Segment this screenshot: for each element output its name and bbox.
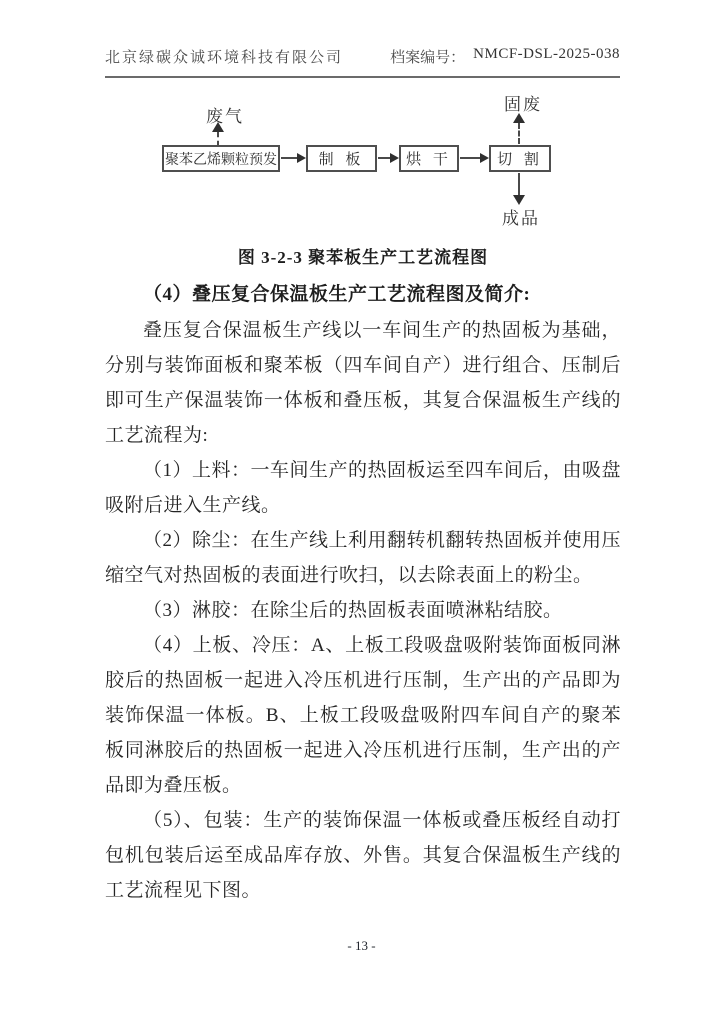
process-box-prefoam: 聚苯乙烯颗粒预发 — [162, 145, 280, 172]
page-number: - 13 - — [347, 938, 376, 953]
paragraph-intro: 叠压复合保温板生产线以一车间生产的热固板为基础，分别与装饰面板和聚苯板（四车间自产）进行组合、压制后即可生产保温装饰一体板和叠压板，其复合保温板生产线的工艺流程为: — [105, 320, 621, 446]
section-heading: （4）叠压复合保温板生产工艺流程图及简介: — [143, 284, 531, 305]
paragraph-step2: （2）除尘：在生产线上利用翻转机翻转热固板并使用压缩空气对热固板的表面进行吹扫，以去除表面上的粉尘。 — [105, 530, 622, 586]
solid-waste-label: 固废 — [504, 95, 542, 114]
flow-arrow-1-icon — [281, 157, 298, 159]
paragraph-step1: （1）上料：一车间生产的热固板运至四车间后，由吸盘吸附后进入生产线。 — [105, 460, 622, 516]
flow-arrow-2-icon — [378, 157, 391, 159]
archive-number: NMCF-DSL-2025-038 — [473, 46, 620, 62]
paragraph-step4: （4）上板、冷压：A、上板工段吸盘吸附装饰面板同淋胶后的热固板一起进入冷压机进行压制，生产出的产品即为装饰保温一体板。B、上板工段吸盘吸附四车间自产的聚苯板同淋胶后的热固板一起进入冷压机进行压制，生产出的产品即为叠压板。 — [105, 635, 621, 796]
solid-waste-arrowhead-icon — [513, 113, 525, 123]
process-box-cutting: 切 割 — [489, 145, 551, 172]
figure-caption: 图 3-2-3 聚苯板生产工艺流程图 — [237, 248, 489, 267]
company-name: 北京绿碳众诚环境科技有限公司 — [105, 50, 344, 66]
waste-gas-arrow — [217, 132, 219, 146]
product-label: 成品 — [502, 209, 540, 228]
product-arrow — [518, 173, 520, 196]
waste-gas-label: 废气 — [206, 107, 244, 126]
paragraph-step5: （5）、包装：生产的装饰保温一体板或叠压板经自动打包机包装后运至成品库存放、外售。其复合保温板生产线的工艺流程见下图。 — [105, 810, 621, 901]
paragraph-step3: （3）淋胶：在除尘后的热固板表面喷淋粘结胶。 — [143, 600, 563, 621]
process-box-board-making: 制 板 — [306, 145, 377, 172]
solid-waste-arrow — [518, 123, 520, 144]
archive-label: 档案编号： — [390, 50, 466, 66]
process-flowchart — [0, 0, 723, 240]
process-box-drying: 烘 干 — [399, 145, 459, 172]
flow-arrow-3-icon — [460, 157, 481, 159]
document-body — [105, 239, 621, 908]
waste-gas-arrowhead-icon — [212, 122, 224, 132]
